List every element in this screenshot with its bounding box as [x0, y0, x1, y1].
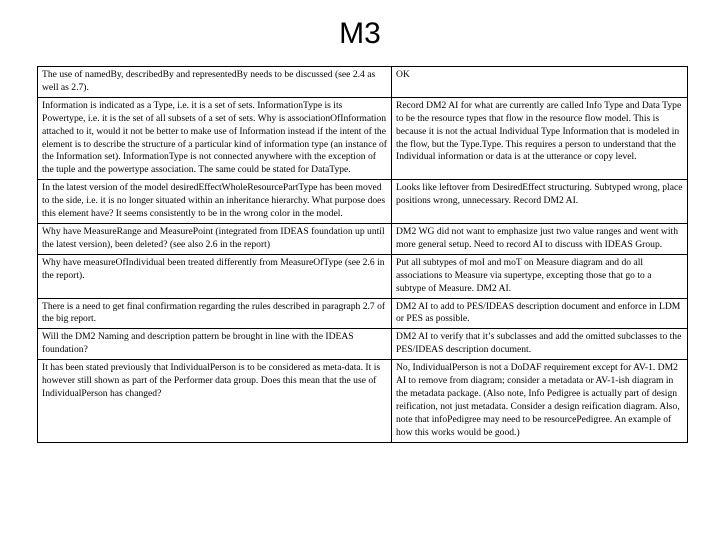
table-row	[38, 329, 688, 360]
question-cell: Why have measureOfIndividual been treated differently from MeasureOfType (see 2.6 in the report).	[38, 254, 392, 298]
table-row	[38, 360, 688, 442]
table-row	[38, 298, 688, 329]
question-cell: Will the DM2 Naming and description pattern be brought in line with the IDEAS foundation?	[38, 329, 392, 360]
answer-cell: No, IndividualPerson is not a DoDAF requirement except for AV-1. DM2 AI to remove from diagram; consider a metadata or AV-1-ish diagram in the metadata package. (Also note, Info Pedigree is actually part of design reification, not just metadata. Consider a design reification diagram. Also, note that infoPedigree may need to be resourcePedigree. An example of how this works would be good.)	[392, 360, 688, 442]
answer-cell: DM2 AI to add to PES/IDEAS description document and enforce in LDM or PES as possible.	[392, 298, 688, 329]
question-cell: It has been stated previously that IndividualPerson is to be considered as meta-data. It is however still shown as part of the Performer data group. Does this mean that the use of IndividualPerson has changed?	[38, 360, 392, 442]
table-row	[38, 180, 688, 224]
answer-cell: OK	[392, 67, 688, 98]
slide-title: M3	[339, 17, 381, 50]
question-cell: Why have MeasureRange and MeasurePoint (integrated from IDEAS foundation up until the latest version), been deleted? (see also 2.6 in the report)	[38, 223, 392, 254]
question-cell: Information is indicated as a Type, i.e. it is a set of sets. InformationType is its Powertype, i.e. it is the set of all subsets of a set of sets. Why is associationOfInformation attached to it, would it not be better to make use of Information instead if the intent of the element is to describe the structure of a particular kind of information type (an instance of the Information set). InformationType is not connected anywhere with the exception of the tuple and the powertype association. The same could be stated for DataType.	[38, 97, 392, 179]
answer-cell: Record DM2 AI for what are currently are called Info Type and Data Type to be the resource types that flow in the resource flow model. This is because it is not the actual Individual Type Information that is modeled in the flow, but the Type.Type. This requires a person to understand that the Individual information or data is at the utterance or copy level.	[392, 97, 688, 179]
answer-cell: Looks like leftover from DesiredEffect structuring. Subtyped wrong, place positions wrong, unnecessary. Record DM2 AI.	[392, 180, 688, 224]
answer-cell: DM2 AI to verify that it’s subclasses and add the omitted subclasses to the PES/IDEAS description document.	[392, 329, 688, 360]
table-row	[38, 223, 688, 254]
qa-table	[37, 66, 688, 443]
question-cell: In the latest version of the model desiredEffectWholeResourcePartType has been moved to the side, i.e. it is no longer situated within an inheritance hierarchy. What purpose does this element have? It seems consistently to be in the wrong color in the model.	[38, 180, 392, 224]
answer-cell: DM2 WG did not want to emphasize just two value ranges and went with more general setup. Need to record AI to discuss with IDEAS Group.	[392, 223, 688, 254]
question-cell: There is a need to get final confirmation regarding the rules described in paragraph 2.7 of the big report.	[38, 298, 392, 329]
table-row	[38, 97, 688, 179]
table-row	[38, 254, 688, 298]
answer-cell: Put all subtypes of moI and moT on Measure diagram and do all associations to Measure via supertype, excepting those that go to a subtype of Measure. DM2 AI.	[392, 254, 688, 298]
table-row	[38, 67, 688, 98]
question-cell: The use of namedBy, describedBy and representedBy needs to be discussed (see 2.4 as well as 2.7).	[38, 67, 392, 98]
